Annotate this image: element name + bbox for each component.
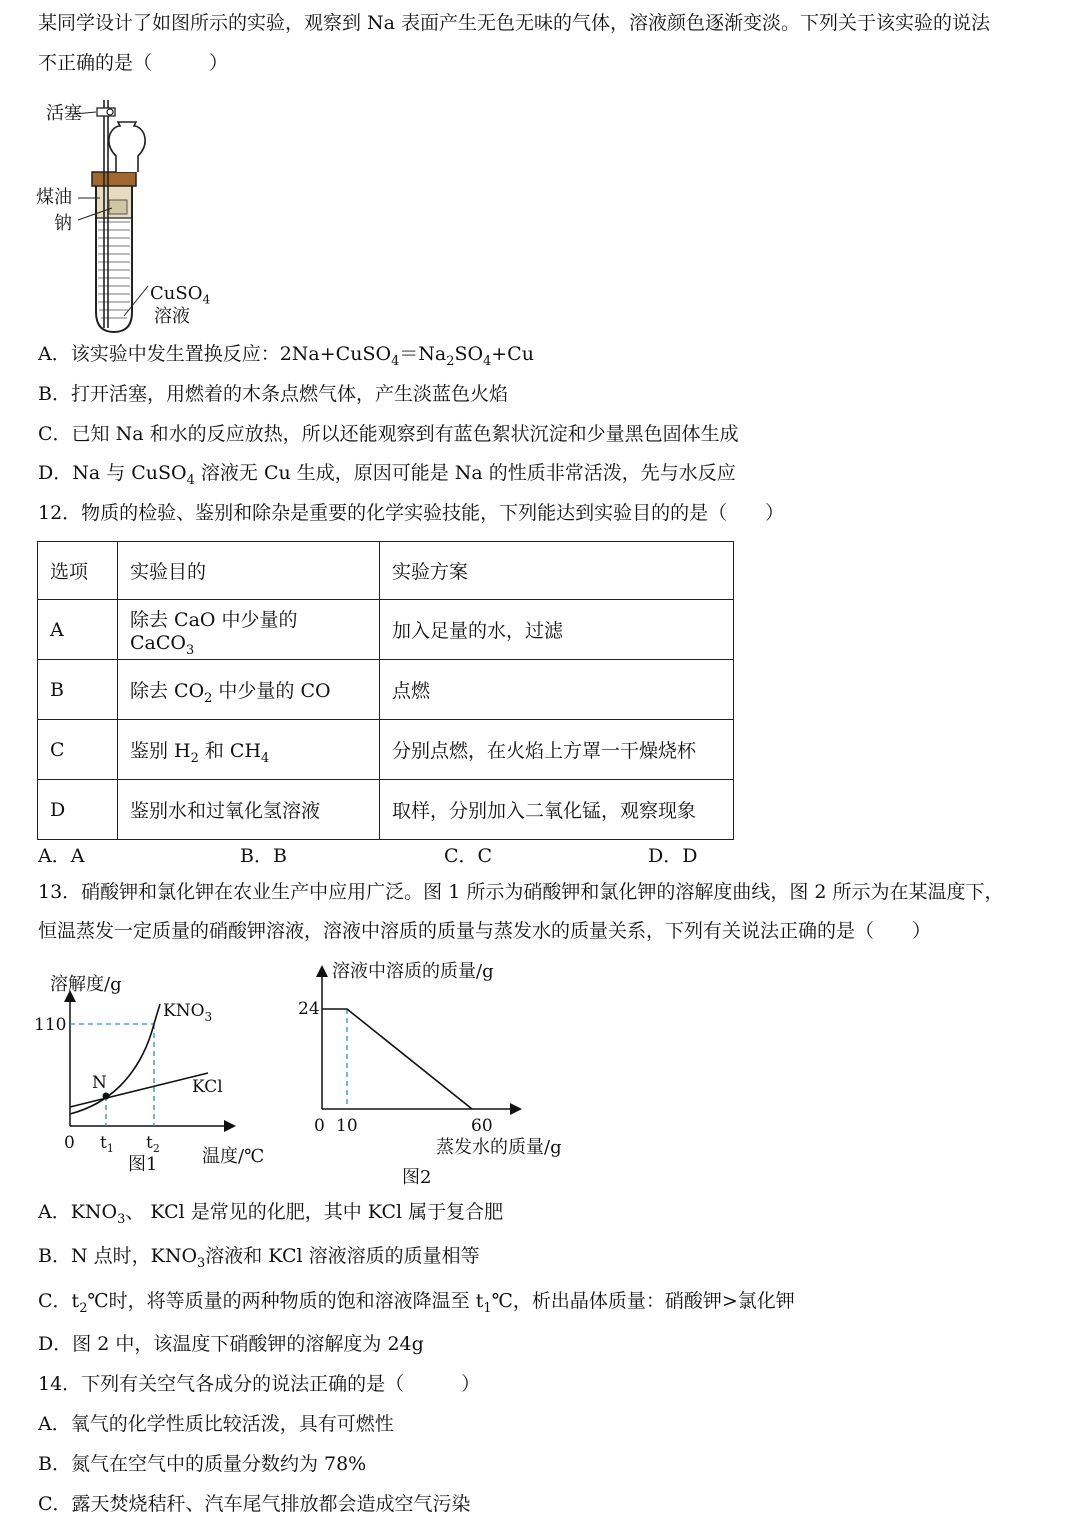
q11-option-a[interactable]: A．该实验中发生置换反应：$2Na+CuSO_4=Na_2SO_4+Cu$ (38, 343, 534, 369)
q13-option-c[interactable]: C．$t_2℃$时，将等质量的两种物质的饱和溶液降温至 $t_1℃$，析出晶体质量：硝酸钾>氯化钾 (38, 1290, 795, 1316)
row-a-goal: 除去 CaO 中少量的 CaCO$_3$ (118, 600, 380, 660)
table-row (38, 720, 734, 780)
row-d-goal: 鉴别水和过氧化氢溶液 (118, 780, 380, 840)
q14-stem: 14．下列有关空气各成分的说法正确的是（ ） (38, 1373, 481, 1395)
table-row (38, 780, 734, 840)
q12-table (37, 541, 734, 840)
row-c-plan: 分别点燃，在火焰上方罩一干燥烧杯 (380, 720, 734, 780)
fig2-tick-60: 60 (471, 1116, 493, 1136)
fig2-caption: 图2 (402, 1167, 432, 1188)
fig2-tick-24: 24 (298, 999, 320, 1019)
row-a-option: A (38, 600, 118, 660)
fig1-kcl-label: KCl (192, 1077, 223, 1097)
header-option: 选项 (38, 542, 118, 600)
row-c-goal: 鉴别 $H_2$ 和 $CH_4$ (118, 720, 380, 780)
label-stopcock: 活塞 (46, 103, 82, 124)
header-goal: 实验目的 (118, 542, 380, 600)
q11-option-b[interactable]: B．打开活塞，用燃着的木条点燃气体，产生淡蓝色火焰 (38, 383, 508, 405)
q11-stem-line1: 某同学设计了如图所示的实验，观察到 Na 表面产生无色无味的气体，溶液颜色逐渐变淡。下列关于该实验的说法 (38, 12, 991, 34)
fig1-kcl-line (70, 1073, 208, 1107)
q12-answer-c[interactable]: C．C (444, 845, 493, 867)
q13-stem-line1: 13．硝酸钾和氯化钾在农业生产中应用广泛。图 1 所示为硝酸钾和氯化钾的溶解度曲线，图 2 所示为在某温度下， (38, 881, 1004, 903)
label-sodium: 钠 (54, 213, 72, 234)
row-c-option: C (38, 720, 118, 780)
label-cuso4: CuSO$_4$ (150, 283, 211, 307)
fig1-kno3-curve (70, 1004, 160, 1114)
fig2-xlabel: 蒸发水的质量/g (436, 1137, 562, 1158)
q11-stem-line2: 不正确的是（ ） (38, 52, 229, 74)
fig1-t1-label: $t_1$ (100, 1133, 114, 1155)
fig2-ylabel: 溶液中溶质的质量/g (332, 961, 494, 982)
q12-answer-d[interactable]: D．D (648, 845, 698, 867)
q12-stem: 12．物质的检验、鉴别和除杂是重要的化学实验技能，下列能达到实验目的的是（ ） (38, 502, 785, 524)
row-b-option: B (38, 660, 118, 720)
q14-option-b[interactable]: B．氮气在空气中的质量分数约为 78% (38, 1453, 367, 1475)
fig2-series-line (322, 1009, 472, 1109)
fig1-n-label: N (92, 1073, 107, 1093)
table-row (38, 600, 734, 660)
fig1-ylabel: 溶解度/g (50, 974, 122, 995)
fig1-origin: 0 (64, 1133, 75, 1153)
fig1-solubility-chart (30, 958, 290, 1173)
fig1-tick-110: 110 (34, 1015, 67, 1035)
q14-option-a[interactable]: A．氧气的化学性质比较活泼，具有可燃性 (38, 1413, 394, 1435)
q13-option-d[interactable]: D．图 2 中，该温度下硝酸钾的溶解度为 24g (38, 1333, 424, 1355)
fig1-t2-label: $t_2$ (146, 1133, 160, 1155)
fig2-solute-mass-chart (290, 955, 590, 1190)
row-a-plan: 加入足量的水，过滤 (380, 600, 734, 660)
q13-stem-line2: 恒温蒸发一定质量的硝酸钾溶液，溶液中溶质的质量与蒸发水的质量关系，下列有关说法正确的是（ ） (38, 920, 932, 942)
q14-option-c[interactable]: C．露天焚烧秸秆、汽车尾气排放都会造成空气污染 (38, 1493, 471, 1515)
table-header-row (38, 542, 734, 600)
label-solution: 溶液 (154, 306, 190, 327)
fig2-origin: 0 (314, 1116, 325, 1136)
fig1-caption: 图1 (128, 1154, 158, 1173)
q12-answer-a[interactable]: A．A (38, 845, 85, 867)
row-b-plan: 点燃 (380, 660, 734, 720)
q12-answer-b[interactable]: B．B (240, 845, 287, 867)
fig2-tick-10: 10 (336, 1116, 358, 1136)
q11-option-c[interactable]: C．已知 Na 和水的反应放热，所以还能观察到有蓝色絮状沉淀和少量黑色固体生成 (38, 423, 739, 445)
row-b-goal: 除去 $CO_2$ 中少量的 CO (118, 660, 380, 720)
table-row (38, 660, 734, 720)
header-plan: 实验方案 (380, 542, 734, 600)
fig1-xlabel: 温度/℃ (202, 1146, 265, 1167)
fig1-point-n (103, 1093, 110, 1100)
q13-option-a[interactable]: A．$KNO_3$、 KCl 是常见的化肥，其中 KCl 属于复合肥 (38, 1201, 504, 1227)
q11-option-d[interactable]: D．Na 与 CuSO$_4$ 溶液无 Cu 生成，原因可能是 Na 的性质非常活泼，先与水反应 (38, 462, 736, 488)
row-d-option: D (38, 780, 118, 840)
fig1-kno3-label: $KNO_3$ (163, 1001, 213, 1024)
q13-option-b[interactable]: B．N 点时，$KNO_3$溶液和 KCl 溶液溶质的质量相等 (38, 1245, 480, 1271)
row-d-plan: 取样，分别加入二氧化锰，观察现象 (380, 780, 734, 840)
label-kerosene: 煤油 (36, 187, 72, 208)
